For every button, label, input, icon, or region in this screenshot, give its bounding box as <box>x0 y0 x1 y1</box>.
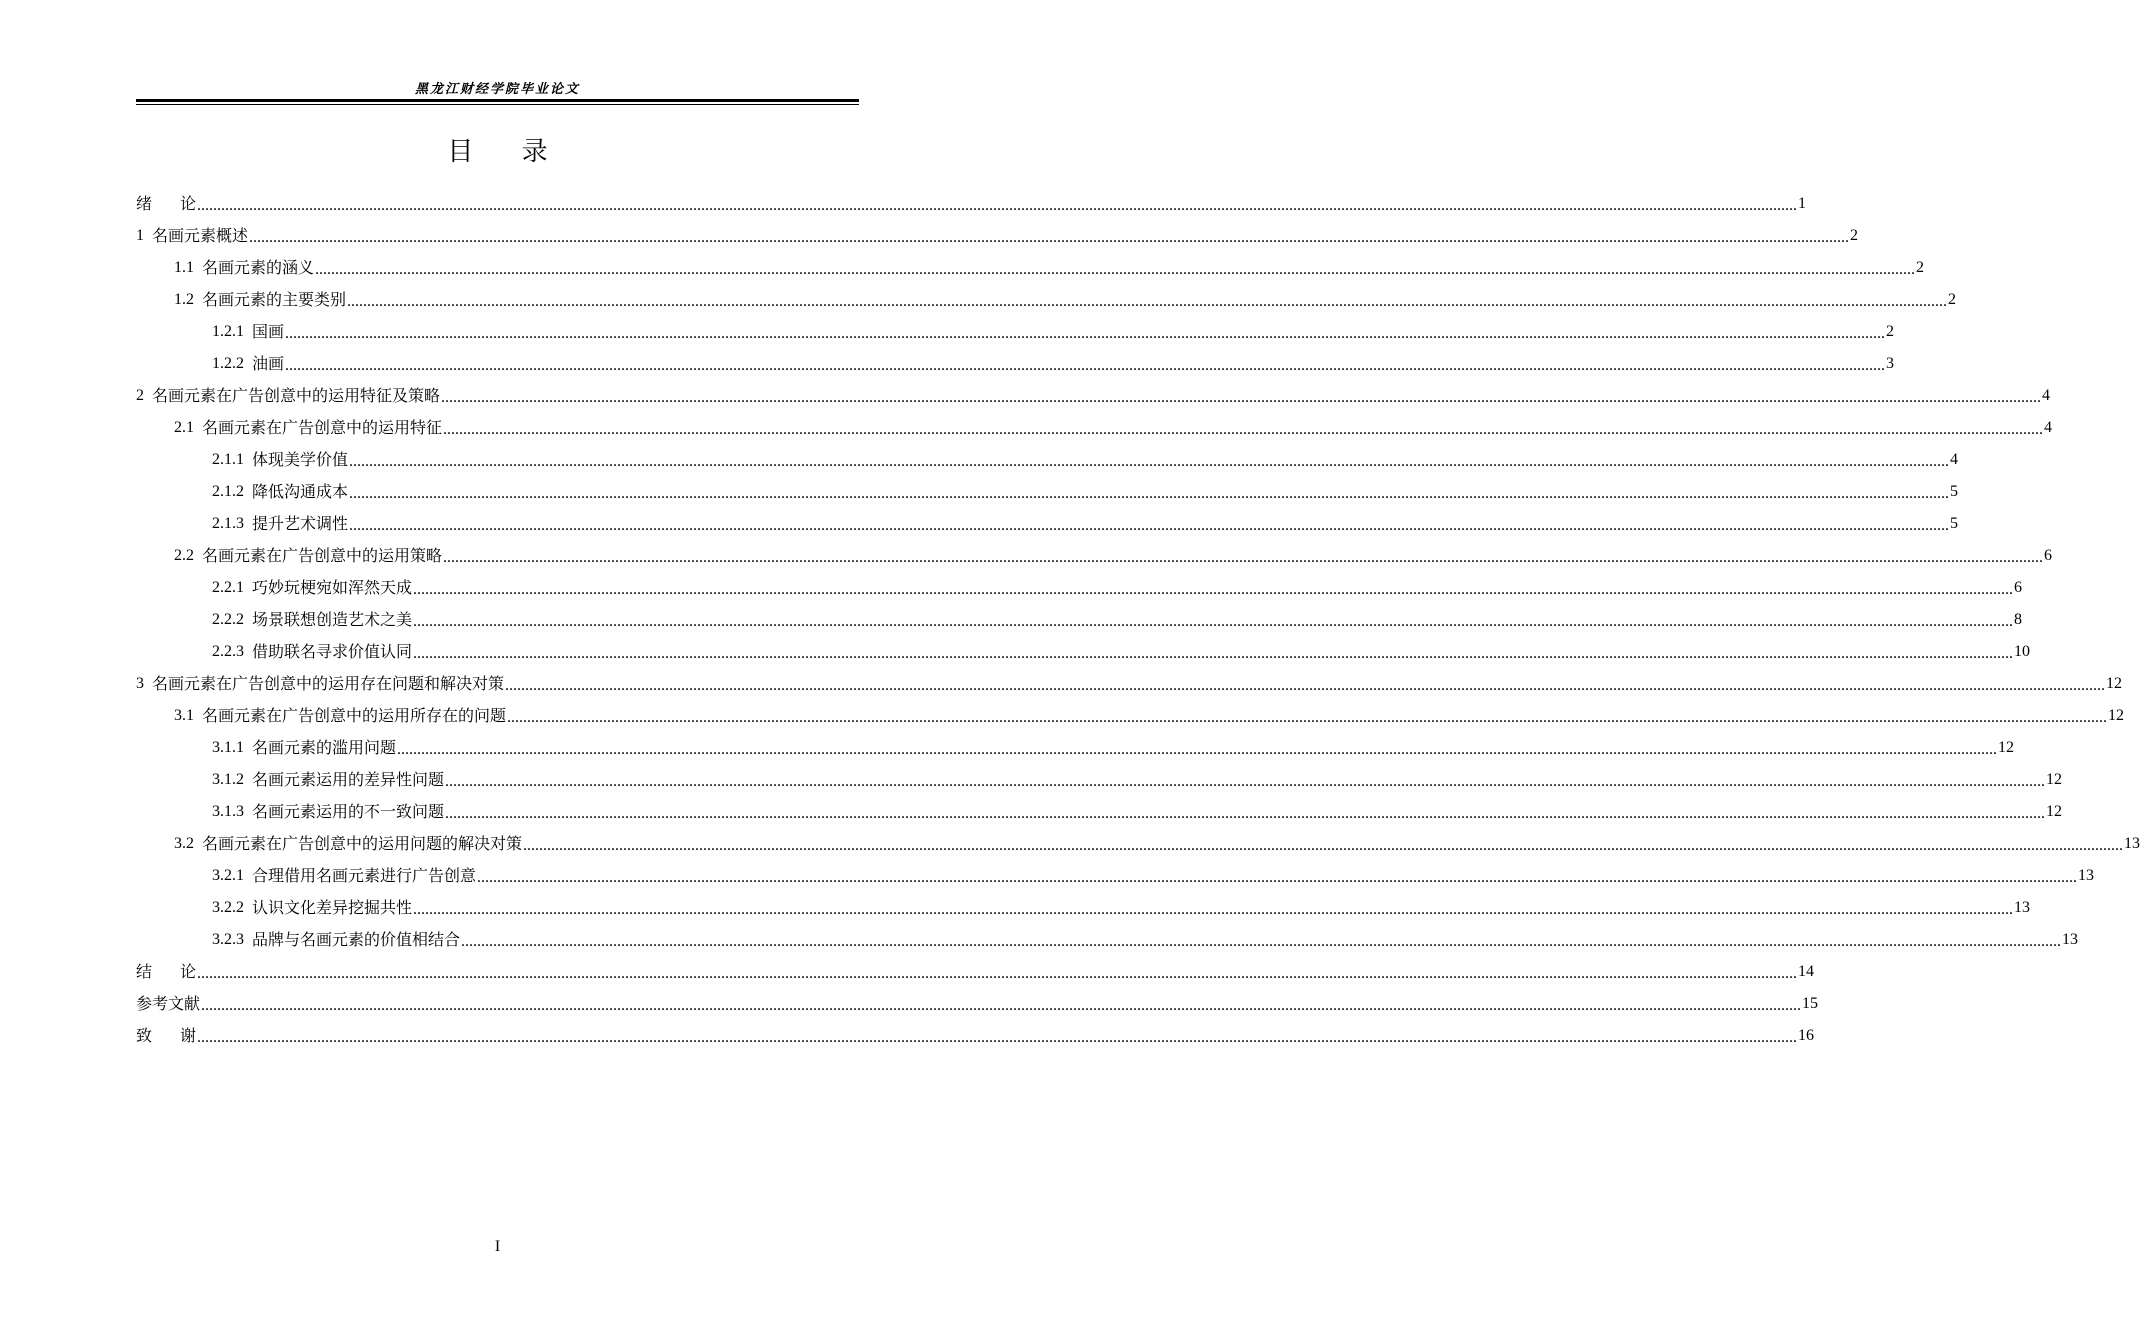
toc-entry-label: 绪论 <box>136 194 225 213</box>
toc-entry-number: 3.2.2 <box>212 899 244 916</box>
toc-entry-page: 2 <box>1886 323 1895 340</box>
toc-entry-page: 4 <box>2044 419 2053 436</box>
toc-entry-number: 2 <box>136 387 144 404</box>
toc-entry-number: 2.2.1 <box>212 579 244 596</box>
toc-entry-number: 3.2.1 <box>212 867 244 884</box>
toc-entry[interactable] <box>136 508 1959 540</box>
toc-entry-page: 10 <box>2014 643 2031 660</box>
toc-entry-number: 3.1 <box>174 707 194 724</box>
toc-entry[interactable] <box>136 572 2023 604</box>
toc-entry-label: 提升艺术调性 <box>252 514 349 533</box>
toc-entry-number: 1.2.1 <box>212 323 244 340</box>
toc-entry-page: 5 <box>1950 515 1959 532</box>
toc-entry[interactable] <box>136 316 1895 348</box>
dot-leader: ................................................................................................................................................................................................................................................................................................................................................................................................................ <box>413 581 2014 598</box>
toc-entry[interactable] <box>136 956 1815 988</box>
toc-entry[interactable] <box>136 668 2123 700</box>
toc-entry-page: 13 <box>2078 867 2095 884</box>
dot-leader: ................................................................................................................................................................................................................................................................................................................................................................................................................ <box>197 197 1798 214</box>
toc-entry-page: 12 <box>2106 675 2123 692</box>
toc-entry[interactable] <box>136 828 2140 860</box>
toc-entry-number: 1.1 <box>174 259 194 276</box>
dot-leader: ................................................................................................................................................................................................................................................................................................................................................................................................................ <box>413 901 2014 918</box>
toc-entry-label: 品牌与名画元素的价值相结合 <box>252 930 461 949</box>
toc-entry-label: 巧妙玩梗宛如浑然天成 <box>252 578 413 597</box>
dot-leader: ................................................................................................................................................................................................................................................................................................................................................................................................................ <box>441 389 2042 406</box>
dot-leader: ................................................................................................................................................................................................................................................................................................................................................................................................................ <box>445 773 2046 790</box>
toc-entry[interactable] <box>136 284 1957 316</box>
toc-entry[interactable] <box>136 444 1959 476</box>
toc-entry[interactable] <box>136 348 1895 380</box>
toc-entry-label: 借助联名寻求价值认同 <box>252 642 413 661</box>
toc-entry-page: 6 <box>2014 579 2023 596</box>
dot-leader: ................................................................................................................................................................................................................................................................................................................................................................................................................ <box>413 613 2014 630</box>
dot-leader: ................................................................................................................................................................................................................................................................................................................................................................................................................ <box>443 421 2044 438</box>
dot-leader: ................................................................................................................................................................................................................................................................................................................................................................................................................ <box>349 453 1950 470</box>
toc-entry-label: 名画元素在广告创意中的运用所存在的问题 <box>202 706 507 725</box>
toc-entry-page: 13 <box>2124 835 2140 852</box>
toc-entry-page: 1 <box>1798 195 1807 212</box>
toc-entry[interactable] <box>136 604 2023 636</box>
toc-entry-page: 3 <box>1886 355 1895 372</box>
toc-entry[interactable] <box>136 924 2079 956</box>
toc-entry-page: 15 <box>1802 995 1819 1012</box>
toc-entry-label: 合理借用名画元素进行广告创意 <box>252 866 477 885</box>
toc-entry-label: 名画元素在广告创意中的运用策略 <box>202 546 443 565</box>
toc-entry[interactable] <box>136 636 2031 668</box>
toc-entry-page: 12 <box>2046 803 2063 820</box>
dot-leader: ................................................................................................................................................................................................................................................................................................................................................................................................................ <box>443 549 2044 566</box>
toc-entry[interactable] <box>136 1020 1815 1052</box>
toc-entry-label: 场景联想创造艺术之美 <box>252 610 413 629</box>
table-of-contents <box>136 188 2140 1052</box>
toc-entry[interactable] <box>136 764 2063 796</box>
running-header: 黑龙江财经学院毕业论文 <box>414 82 580 97</box>
dot-leader: ................................................................................................................................................................................................................................................................................................................................................................................................................ <box>349 517 1950 534</box>
toc-entry-label: 名画元素在广告创意中的运用问题的解决对策 <box>202 834 523 853</box>
toc-entry-number: 2.2 <box>174 547 194 564</box>
dot-leader: ................................................................................................................................................................................................................................................................................................................................................................................................................ <box>505 677 2106 694</box>
dot-leader: ................................................................................................................................................................................................................................................................................................................................................................................................................ <box>347 293 1948 310</box>
toc-entry-number: 2.1.3 <box>212 515 244 532</box>
toc-entry-number: 3.1.2 <box>212 771 244 788</box>
toc-entry-page: 5 <box>1950 483 1959 500</box>
toc-entry-label: 致谢 <box>136 1026 225 1045</box>
toc-entry[interactable] <box>136 892 2031 924</box>
toc-entry-label: 国画 <box>252 322 285 341</box>
toc-entry-number: 3.1.1 <box>212 739 244 756</box>
header-rule-thick <box>136 99 859 102</box>
dot-leader: ................................................................................................................................................................................................................................................................................................................................................................................................................ <box>461 933 2062 950</box>
header-rule-thin <box>136 104 859 105</box>
toc-entry-number: 3.1.3 <box>212 803 244 820</box>
toc-entry-label: 名画元素的滥用问题 <box>252 738 397 757</box>
toc-entry-page: 6 <box>2044 547 2053 564</box>
toc-entry-page: 12 <box>2046 771 2063 788</box>
toc-entry[interactable] <box>136 732 2015 764</box>
toc-entry[interactable] <box>136 700 2125 732</box>
dot-leader: ................................................................................................................................................................................................................................................................................................................................................................................................................ <box>523 837 2124 854</box>
toc-entry[interactable] <box>136 412 2053 444</box>
toc-entry-label: 结论 <box>136 962 225 981</box>
toc-entry-number: 2.1 <box>174 419 194 436</box>
dot-leader: ................................................................................................................................................................................................................................................................................................................................................................................................................ <box>445 805 2046 822</box>
toc-entry-label: 参考文献 <box>136 994 201 1013</box>
toc-entry-number: 2.2.2 <box>212 611 244 628</box>
toc-entry-page: 12 <box>2108 707 2125 724</box>
toc-entry[interactable] <box>136 188 1807 220</box>
toc-entry-number: 1 <box>136 227 144 244</box>
toc-entry[interactable] <box>136 220 1859 252</box>
dot-leader: ................................................................................................................................................................................................................................................................................................................................................................................................................ <box>507 709 2108 726</box>
toc-entry-number: 2.1.2 <box>212 483 244 500</box>
toc-entry-number: 2.1.1 <box>212 451 244 468</box>
toc-entry-page: 13 <box>2014 899 2031 916</box>
dot-leader: ................................................................................................................................................................................................................................................................................................................................................................................................................ <box>197 1029 1798 1046</box>
toc-entry-page: 14 <box>1798 963 1815 980</box>
toc-entry-label: 名画元素在广告创意中的运用特征及策略 <box>152 386 441 405</box>
toc-entry-number: 3 <box>136 675 144 692</box>
dot-leader: ................................................................................................................................................................................................................................................................................................................................................................................................................ <box>315 261 1916 278</box>
toc-entry-label: 认识文化差异挖掘共性 <box>252 898 413 917</box>
dot-leader: ................................................................................................................................................................................................................................................................................................................................................................................................................ <box>349 485 1950 502</box>
toc-entry[interactable] <box>136 540 2053 572</box>
toc-entry-label: 名画元素的主要类别 <box>202 290 347 309</box>
dot-leader: ................................................................................................................................................................................................................................................................................................................................................................................................................ <box>197 965 1798 982</box>
dot-leader: ................................................................................................................................................................................................................................................................................................................................................................................................................ <box>397 741 1998 758</box>
toc-entry-label: 体现美学价值 <box>252 450 349 469</box>
toc-entry-number: 3.2.3 <box>212 931 244 948</box>
dot-leader: ................................................................................................................................................................................................................................................................................................................................................................................................................ <box>285 357 1886 374</box>
toc-entry-number: 2.2.3 <box>212 643 244 660</box>
toc-entry[interactable] <box>136 380 2051 412</box>
toc-entry-label: 名画元素概述 <box>152 226 249 245</box>
dot-leader: ................................................................................................................................................................................................................................................................................................................................................................................................................ <box>413 645 2014 662</box>
toc-entry-page: 2 <box>1948 291 1957 308</box>
toc-entry-label: 降低沟通成本 <box>252 482 349 501</box>
toc-entry-label: 油画 <box>252 354 285 373</box>
toc-title: 目 录 <box>447 137 548 167</box>
toc-entry-page: 4 <box>2042 387 2051 404</box>
toc-entry-page: 16 <box>1798 1027 1815 1044</box>
toc-entry-page: 12 <box>1998 739 2015 756</box>
toc-entry-number: 1.2 <box>174 291 194 308</box>
toc-entry-label: 名画元素运用的不一致问题 <box>252 802 445 821</box>
toc-entry[interactable] <box>136 988 1819 1020</box>
toc-entry-page: 13 <box>2062 931 2079 948</box>
dot-leader: ................................................................................................................................................................................................................................................................................................................................................................................................................ <box>477 869 2078 886</box>
toc-entry-page: 2 <box>1850 227 1859 244</box>
toc-entry-number: 1.2.2 <box>212 355 244 372</box>
toc-entry-label: 名画元素在广告创意中的运用特征 <box>202 418 443 437</box>
toc-entry[interactable] <box>136 476 1959 508</box>
toc-entry[interactable] <box>136 860 2095 892</box>
toc-entry-label: 名画元素的涵义 <box>202 258 315 277</box>
toc-entry[interactable] <box>136 796 2063 828</box>
toc-entry-page: 2 <box>1916 259 1925 276</box>
toc-entry-label: 名画元素运用的差异性问题 <box>252 770 445 789</box>
toc-entry-label: 名画元素在广告创意中的运用存在问题和解决对策 <box>152 674 505 693</box>
page-number: I <box>494 1238 501 1255</box>
toc-entry-page: 4 <box>1950 451 1959 468</box>
toc-entry[interactable] <box>136 252 1925 284</box>
dot-leader: ................................................................................................................................................................................................................................................................................................................................................................................................................ <box>285 325 1886 342</box>
dot-leader: ................................................................................................................................................................................................................................................................................................................................................................................................................ <box>249 229 1850 246</box>
dot-leader: ................................................................................................................................................................................................................................................................................................................................................................................................................ <box>201 997 1802 1014</box>
toc-entry-page: 8 <box>2014 611 2023 628</box>
toc-entry-number: 3.2 <box>174 835 194 852</box>
